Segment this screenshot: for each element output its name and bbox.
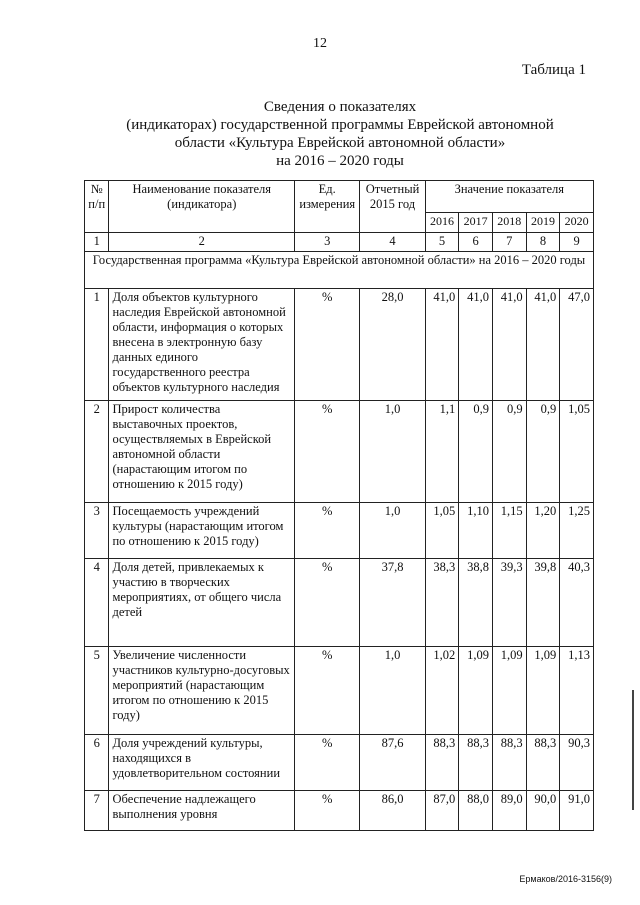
row-number: 3 <box>85 503 109 559</box>
header-report: Отчетный 2015 год <box>360 181 425 233</box>
value-cell: 0,9 <box>459 401 493 503</box>
document-code: Ермаков/2016-3156(9) <box>519 874 612 884</box>
value-cell: 88,3 <box>459 735 493 791</box>
value-cell: 88,0 <box>459 791 493 831</box>
value-cell: 1,25 <box>560 503 594 559</box>
column-number: 4 <box>360 233 425 252</box>
value-cell: 41,0 <box>459 289 493 401</box>
table-row <box>85 289 594 401</box>
scan-edge-mark <box>632 690 634 810</box>
table-row <box>85 503 594 559</box>
unit-cell: % <box>295 559 360 647</box>
header-year: 2016 <box>425 213 459 233</box>
indicator-name: Прирост количества выставочных проектов, осуществляемых в Еврейской автономной области (нарастающим итогом по отношению к 2015 году) <box>109 401 295 503</box>
value-cell: 1,05 <box>560 401 594 503</box>
indicator-name: Доля учреждений культуры, находящихся в удовлетворительном состоянии <box>109 735 295 791</box>
column-number: 1 <box>85 233 109 252</box>
table-row <box>85 559 594 647</box>
column-number: 3 <box>295 233 360 252</box>
value-cell: 1,05 <box>425 503 459 559</box>
value-cell: 88,3 <box>425 735 459 791</box>
value-cell: 88,3 <box>526 735 560 791</box>
value-cell: 88,3 <box>492 735 526 791</box>
value-cell: 41,0 <box>526 289 560 401</box>
base-value: 1,0 <box>360 503 425 559</box>
value-cell: 47,0 <box>560 289 594 401</box>
column-number: 8 <box>526 233 560 252</box>
row-number: 2 <box>85 401 109 503</box>
column-number: 2 <box>109 233 295 252</box>
unit-cell: % <box>295 289 360 401</box>
base-value: 28,0 <box>360 289 425 401</box>
value-cell: 90,0 <box>526 791 560 831</box>
table-row <box>85 647 594 735</box>
table-row <box>85 735 594 791</box>
value-cell: 91,0 <box>560 791 594 831</box>
table-row <box>85 401 594 503</box>
row-number: 5 <box>85 647 109 735</box>
value-cell: 1,09 <box>459 647 493 735</box>
indicator-name: Доля детей, привлекаемых к участию в творческих мероприятиях, от общего числа детей <box>109 559 295 647</box>
value-cell: 90,3 <box>560 735 594 791</box>
header-values: Значение показателя <box>425 181 593 213</box>
value-cell: 39,8 <box>526 559 560 647</box>
row-number: 4 <box>85 559 109 647</box>
title-line: на 2016 – 2020 годы <box>276 153 404 169</box>
value-cell: 38,8 <box>459 559 493 647</box>
unit-cell: % <box>295 791 360 831</box>
value-cell: 41,0 <box>425 289 459 401</box>
value-cell: 1,1 <box>425 401 459 503</box>
unit-cell: % <box>295 401 360 503</box>
value-cell: 39,3 <box>492 559 526 647</box>
document-title <box>100 98 580 170</box>
header-year: 2020 <box>560 213 594 233</box>
value-cell: 1,15 <box>492 503 526 559</box>
indicator-name: Обеспечение надлежащего выполнения уровня <box>109 791 295 831</box>
value-cell: 41,0 <box>492 289 526 401</box>
value-cell: 1,02 <box>425 647 459 735</box>
header-year: 2018 <box>492 213 526 233</box>
unit-cell: % <box>295 503 360 559</box>
table-row <box>85 791 594 831</box>
value-cell: 1,09 <box>492 647 526 735</box>
base-value: 87,6 <box>360 735 425 791</box>
title-line: Сведения о показателях <box>263 99 417 115</box>
header-no: № п/п <box>85 181 109 233</box>
value-cell: 38,3 <box>425 559 459 647</box>
column-number: 5 <box>425 233 459 252</box>
value-cell: 1,13 <box>560 647 594 735</box>
row-number: 6 <box>85 735 109 791</box>
row-number: 1 <box>85 289 109 401</box>
value-cell: 89,0 <box>492 791 526 831</box>
table-label: Таблица 1 <box>521 62 586 78</box>
header-name: Наименование показателя (индикатора) <box>109 181 295 233</box>
indicators-table <box>84 180 594 831</box>
column-number: 6 <box>459 233 493 252</box>
section-title: Государственная программа «Культура Еврейской автономной области» на 2016 – 2020 годы <box>85 252 594 289</box>
unit-cell: % <box>295 647 360 735</box>
base-value: 1,0 <box>360 647 425 735</box>
header-year: 2017 <box>459 213 493 233</box>
title-line: (индикаторах) государственной программы Еврейской автономной <box>126 117 554 133</box>
title-line: области «Культура Еврейской автономной области» <box>174 135 506 151</box>
value-cell: 1,10 <box>459 503 493 559</box>
column-number: 9 <box>560 233 594 252</box>
indicator-name: Увеличение численности участников культурно-досуговых мероприятий (нарастающим итогом по отношению к 2015 году) <box>109 647 295 735</box>
value-cell: 40,3 <box>560 559 594 647</box>
value-cell: 0,9 <box>492 401 526 503</box>
header-unit: Ед. измерения <box>295 181 360 233</box>
value-cell: 87,0 <box>425 791 459 831</box>
base-value: 86,0 <box>360 791 425 831</box>
value-cell: 0,9 <box>526 401 560 503</box>
value-cell: 1,20 <box>526 503 560 559</box>
indicator-name: Доля объектов культурного наследия Еврейской автономной области, информация о которых внесена в электронную базу данных единого государственного реестра объектов культурного наследия <box>109 289 295 401</box>
header-year: 2019 <box>526 213 560 233</box>
indicator-name: Посещаемость учреждений культуры (нарастающим итогом по отношению к 2015 году) <box>109 503 295 559</box>
page-number: 12 <box>313 36 327 51</box>
unit-cell: % <box>295 735 360 791</box>
base-value: 1,0 <box>360 401 425 503</box>
row-number: 7 <box>85 791 109 831</box>
base-value: 37,8 <box>360 559 425 647</box>
value-cell: 1,09 <box>526 647 560 735</box>
column-number: 7 <box>492 233 526 252</box>
